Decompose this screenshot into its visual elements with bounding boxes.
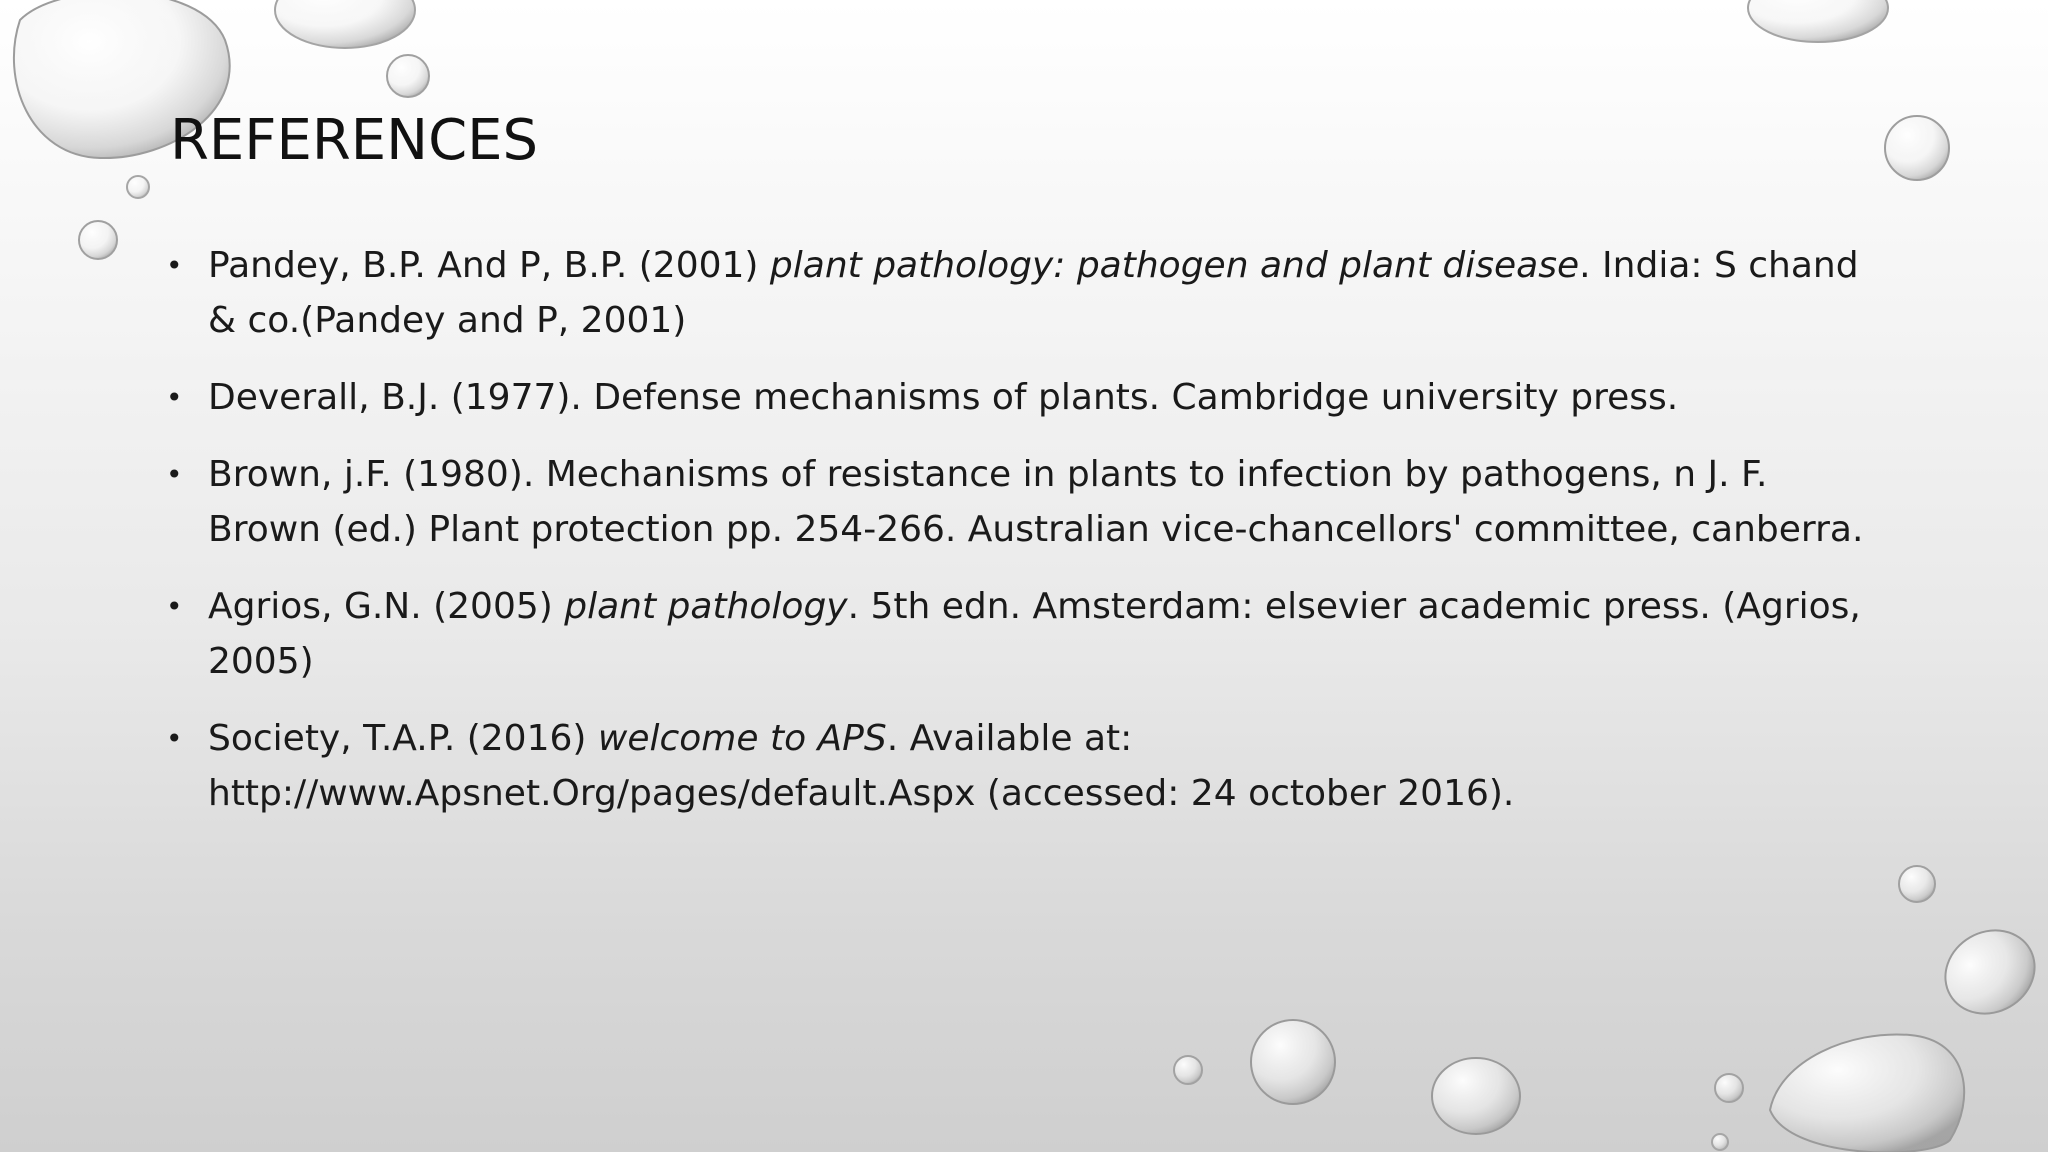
reference-item-5 (160, 711, 1880, 821)
droplet-icon (1432, 1058, 1520, 1134)
bullet-icon: • (166, 722, 183, 755)
droplet-icon (1930, 914, 2048, 1029)
reference-item-1 (160, 238, 1880, 348)
reference-text: Deverall, B.J. (1977). Defense mechanisms of plants. Cambridge university press. (208, 377, 1679, 418)
reference-title-italic: plant pathology (564, 586, 848, 627)
droplet-icon (1174, 1056, 1202, 1084)
reference-item-3 (160, 447, 1880, 557)
reference-text: . Available at: http://www.Apsnet.Org/pages/default.Aspx (accessed: 24 october 2016). (208, 718, 1515, 814)
droplet-icon (1251, 1020, 1335, 1104)
reference-text: Agrios, G.N. (2005) (208, 586, 565, 627)
bullet-icon: • (166, 249, 183, 282)
reference-item-4 (160, 579, 1880, 689)
reference-title-italic: welcome to APS (597, 718, 887, 759)
bullet-icon: • (166, 590, 183, 623)
reference-item-2 (160, 370, 1880, 425)
droplet-icon (387, 55, 429, 97)
droplet-icon (1748, 0, 1888, 42)
droplet-icon (1715, 1074, 1743, 1102)
references-list (160, 238, 1880, 843)
droplet-icon (1770, 1034, 1964, 1152)
reference-text: Society, T.A.P. (2016) (208, 718, 598, 759)
droplet-icon (1885, 116, 1949, 180)
reference-text: . 5th edn. Amsterdam: elsevier academic press. (Agrios, 2005) (208, 586, 1861, 682)
bullet-icon: • (166, 381, 183, 414)
droplet-icon (1712, 1134, 1728, 1150)
bullet-icon: • (166, 458, 183, 491)
reference-text: Pandey, B.P. And P, B.P. (2001) (208, 245, 770, 286)
droplet-icon (275, 0, 415, 48)
droplet-icon (127, 176, 149, 198)
droplet-icon (79, 221, 117, 259)
slide-title: REFERENCES (170, 108, 539, 173)
droplet-icon (1899, 866, 1935, 902)
reference-text: Brown, j.F. (1980). Mechanisms of resistance in plants to infection by pathogens, n J. F. Brown (ed.) Plant protection pp. 254-266. Australian vice-chancellors' committee, canberra. (208, 454, 1864, 550)
reference-text: . India: S chand & co.(Pandey and P, 2001) (208, 245, 1859, 341)
reference-title-italic: plant pathology: pathogen and plant disease (769, 245, 1580, 286)
